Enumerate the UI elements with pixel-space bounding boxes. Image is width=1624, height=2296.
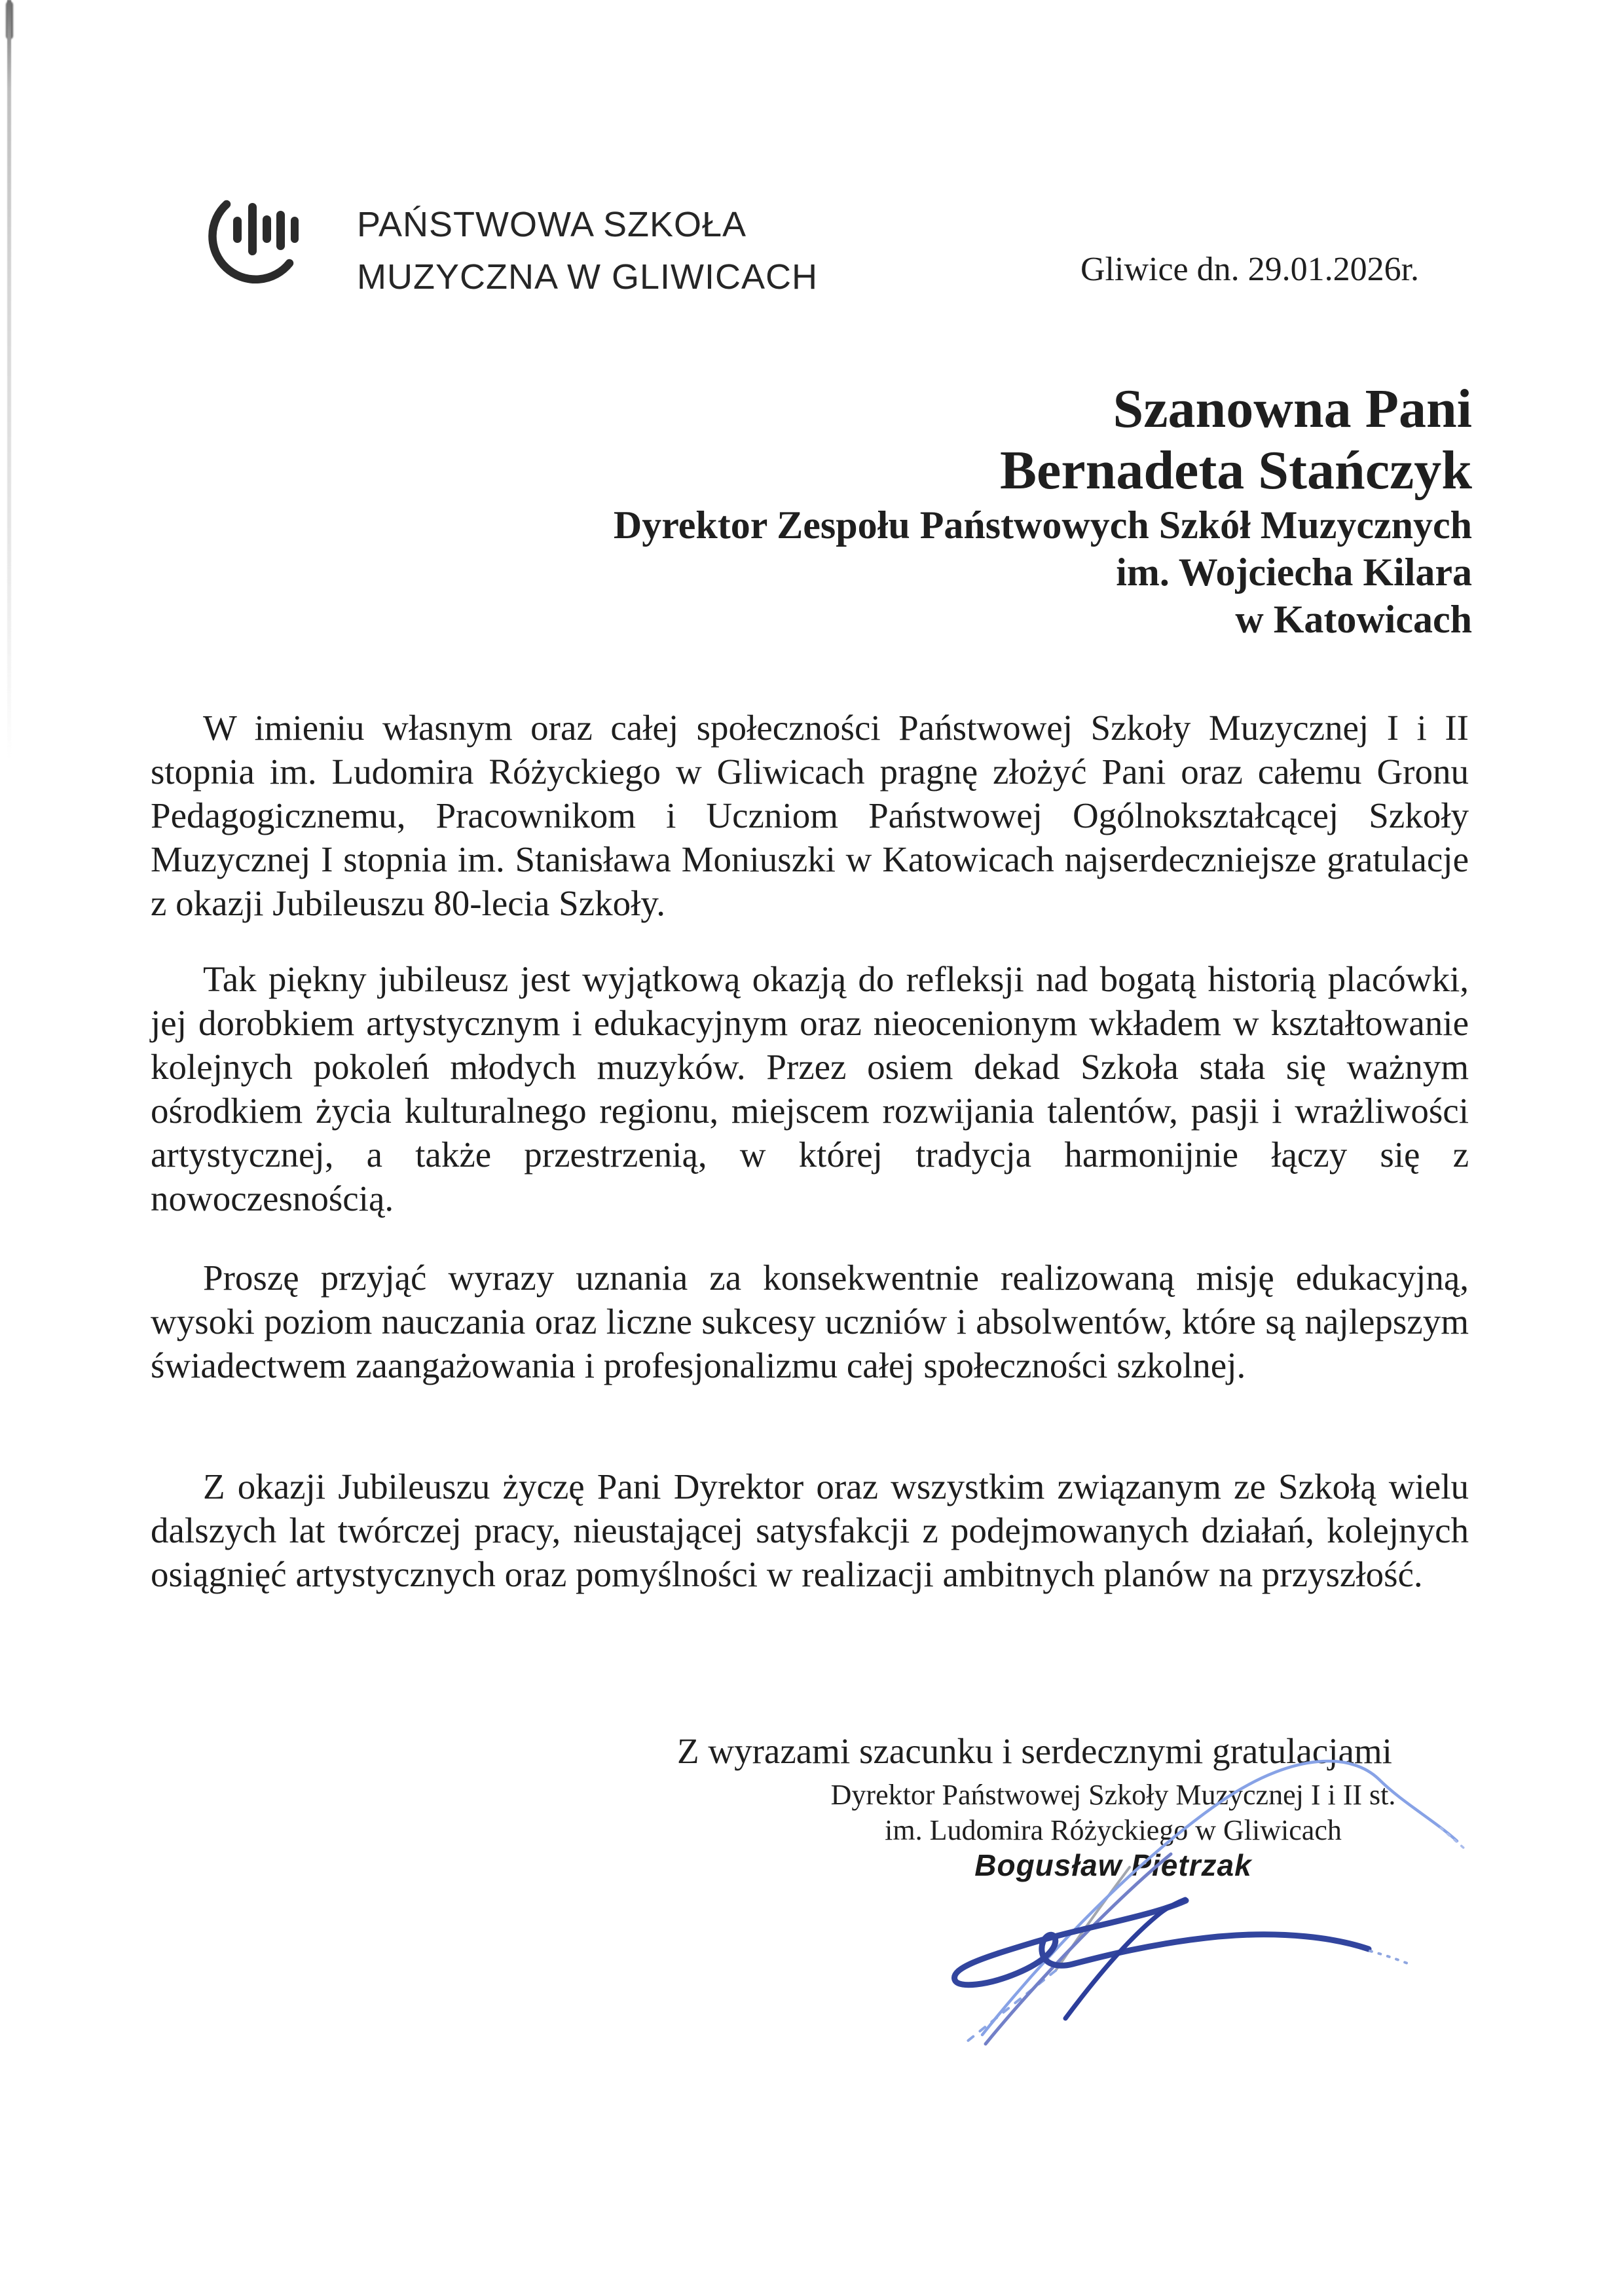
school-name-line2: MUZYCZNA W GLIWICACH [357, 257, 818, 297]
signer-name: Bogusław Pietrzak [974, 1848, 1252, 1882]
signer-title-line1: Dyrektor Państwowej Szkoły Muzycznej I i II st. [830, 1779, 1396, 1811]
recipient-salutation: Szanowna Pani [1113, 378, 1472, 439]
letter-paragraph: W imieniu własnym oraz całej społeczności Państwowej Szkoły Muzycznej I i II stopnia im. Ludomira Różyckiego w Gliwicach pragnę złożyć Pani oraz całemu Gronu Pedagogicznemu, Pracownikom i Uczniom Państwowej Ogólnokształcącej Szkoły Muzycznej I stopnia im. Stanisława Moniuszki w Katowicach najserdeczniejsze gratulacje z okazji Jubileuszu 80-lecia Szkoły. [151, 708, 1469, 923]
school-name [357, 198, 818, 303]
scan-artifact-line [7, 0, 11, 759]
recipient-title-line2: im. Wojciecha Kilara [1116, 551, 1472, 594]
letter-paragraph: Tak piękny jubileusz jest wyjątkową okazją do refleksji nad bogatą historią placówki, jej dorobkiem artystycznym i edukacyjnym oraz nieocenionym wkładem w kształtowanie kolejnych pokoleń młodych muzyków. Przez osiem dekad Szkoła stała się ważnym ośrodkiem życia kulturalnego regionu, miejscem rozwijania talentów, pasji i wrażliwości artystycznej, a także przestrzenią, w której tradycja harmonijnie łączy się z nowoczesnością. [151, 959, 1469, 1218]
letter-paragraph: Proszę przyjąć wyrazy uznania za konsekwentnie realizowaną misję edukacyjną, wysoki poziom nauczania oraz liczne sukcesy uczniów i absolwentów, które są najlepszym świadectwem zaangażowania i profesjonalizmu całej społeczności szkolnej. [151, 1258, 1469, 1385]
recipient-name: Bernadeta Stańczyk [1000, 440, 1472, 501]
letter-paragraph: Z okazji Jubileuszu życzę Pani Dyrektor oraz wszystkim związanym ze Szkołą wielu dalszych lat twórczej pracy, nieustającej satysfakcji z podejmowanych działań, kolejnych osiągnięć artystycznych oraz pomyślności w realizacji ambitnych planów na przyszłość. [151, 1467, 1469, 1594]
recipient-title-line1: Dyrektor Zespołu Państwowych Szkół Muzycznych [613, 503, 1472, 547]
signer-title-line2: im. Ludomira Różyckiego w Gliwicach [885, 1814, 1342, 1846]
recipient-title-line3: w Katowicach [1235, 598, 1472, 641]
closing-farewell: Z wyrazami szacunku i serdecznymi gratulacjami [677, 1731, 1392, 1771]
letter-place-date: Gliwice dn. 29.01.2026r. [1080, 251, 1420, 288]
school-logo-icon [207, 194, 305, 285]
school-name-line1: PAŃSTWOWA SZKOŁA [357, 205, 747, 244]
